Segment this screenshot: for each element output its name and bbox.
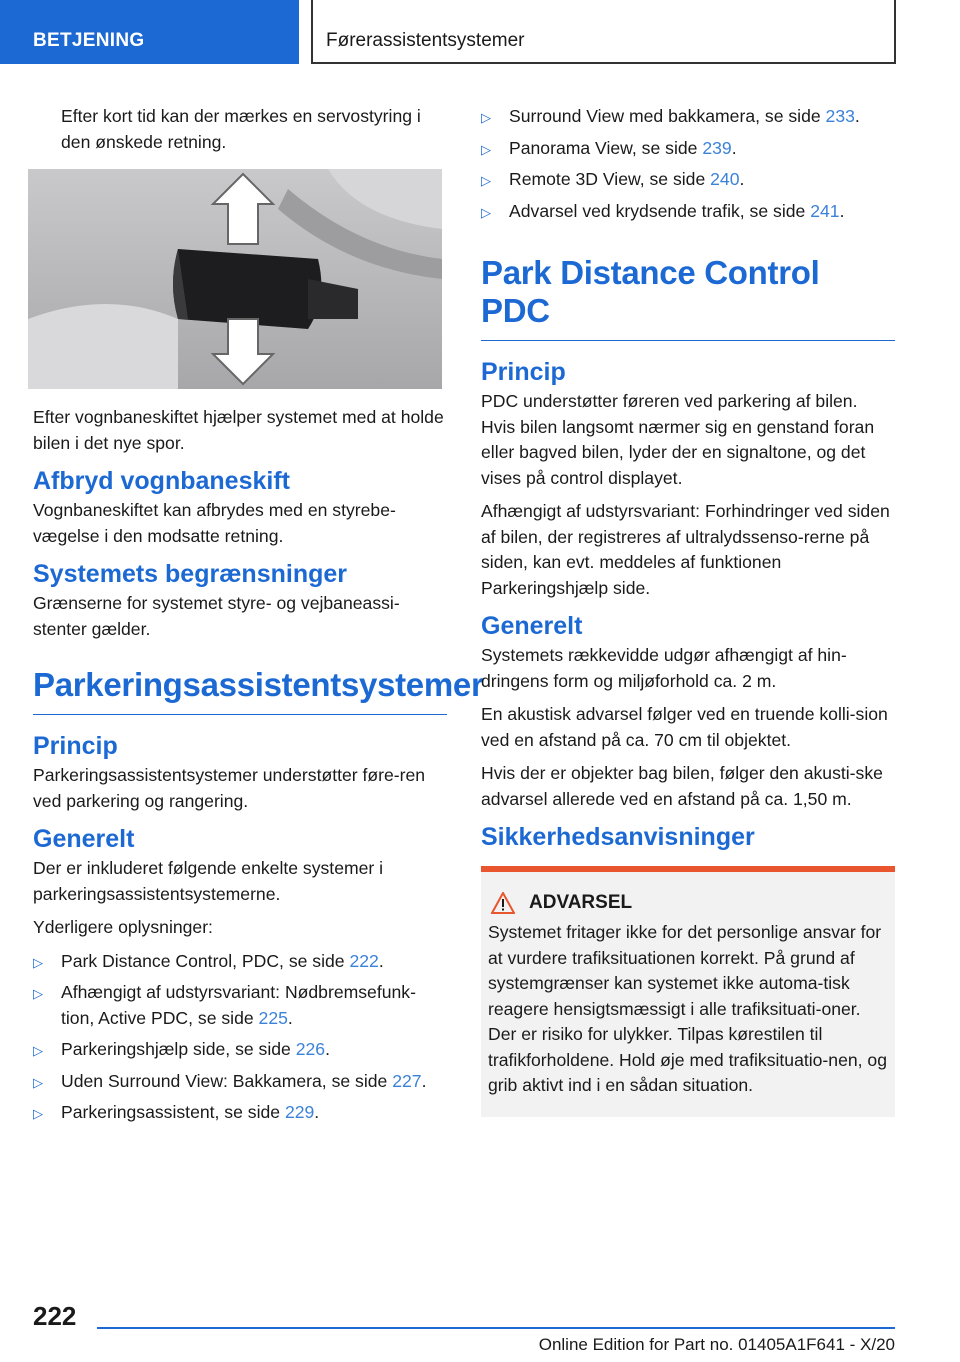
heading-generelt-right: Generelt (481, 612, 583, 640)
triangle-bullet-icon: ▷ (481, 110, 491, 125)
chapter-title: Førerassistentsystemer (326, 30, 525, 51)
section-tab (0, 0, 299, 64)
steering-lever-illustration (28, 169, 442, 389)
camera-systems-list (481, 104, 895, 224)
triangle-bullet-icon: ▷ (481, 204, 491, 220)
triangle-bullet-icon: ▷ (481, 141, 491, 157)
page-link[interactable]: 241 (810, 200, 840, 221)
page-link[interactable]: 227 (392, 1070, 422, 1091)
text-afbryd: Vognbaneskiftet kan afbrydes med en styrebe-vægelse i den modsatte retning. (33, 500, 396, 546)
list-item: ▷ Park Distance Control, PDC, se side 222. (33, 949, 447, 975)
footer-edition: Online Edition for Part no. 01405A1F641 - X/20 (538, 1335, 895, 1354)
heading-safety: Sikkerhedsanvisninger (481, 823, 755, 851)
right-column (481, 104, 895, 1117)
list-item: ▷ Remote 3D View, se side 240. (481, 167, 895, 193)
triangle-bullet-icon: ▷ (33, 1043, 43, 1058)
list-item: ▷ Parkeringshjælp side, se side 226. (33, 1037, 447, 1063)
triangle-bullet-icon: ▷ (33, 954, 43, 970)
triangle-bullet-icon: ▷ (33, 986, 43, 1001)
text-princip-left: Parkeringsassistentsystemer understøtter føre-ren ved parkering og rangering. (33, 765, 426, 811)
heading-princip-right: Princip (481, 358, 566, 386)
triangle-bullet-icon: ▷ (481, 173, 491, 188)
heading-parking-systems: Parkeringsassistentsystemer (33, 666, 447, 715)
list-item: ▷ Parkeringsassistent, se side 229. (33, 1100, 447, 1126)
list-item: ▷ Afhængigt af udstyrsvariant: Nødbremsefunk-tion, Active PDC, se side 225. (33, 982, 416, 1028)
chapter-header (311, 0, 896, 64)
text-more-info: Yderligere oplysninger: (33, 917, 213, 937)
list-item: ▷ Advarsel ved krydsende trafik, se side 241. (481, 199, 895, 225)
page-link[interactable]: 222 (349, 950, 379, 971)
left-column (33, 104, 484, 1134)
text-generelt-left: Der er inkluderet følgende enkelte systemer i parkeringsassistentsystemerne. (33, 858, 384, 904)
text-generelt-right-3: Hvis der er objekter bag bilen, følger den akusti-ske advarsel allerede ved en afstand på ca. 1,50 m. (481, 763, 883, 809)
text-generelt-right-1: Systemets rækkevidde udgør afhængigt af hin-dringens form og miljøforhold ca. 2 m. (481, 645, 847, 691)
heading-princip-left: Princip (33, 732, 118, 760)
text-princip-right-2: Afhængigt af udstyrsvariant: Forhindringer ved siden af bilen, der registreres af ultralydssenso-rerne på siden, kan evt. meddeles af funktionen Parkeringshjælp side. (481, 501, 890, 598)
warning-text: Systemet fritager ikke for det personlige ansvar for at vurdere trafiksituationen korrekt. På grund af systemgrænser kan systemet ikke automa-tisk reagere hensigtsmæssigt i alle trafiksituati-oner. Der er risiko for ulykker. Tilpas kørestilen til trafikforholdene. Hold øje med trafiksituatio-nen, og grib aktivt ind i en sådan situation. (488, 922, 887, 1095)
text-princip-right-1: PDC understøtter føreren ved parkering af bilen. Hvis bilen langsomt nærmer sig en genstand foran eller bagved bilen, lyder der en signaltone, og det vises på control displayet. (481, 391, 875, 488)
list-item: ▷ Panorama View, se side 239. (481, 136, 895, 162)
warning-header (488, 892, 888, 914)
triangle-bullet-icon: ▷ (33, 1106, 43, 1121)
section-label: BETJENING (33, 30, 145, 51)
systems-list (33, 949, 447, 1126)
heading-generelt-left: Generelt (33, 825, 135, 853)
page-link[interactable]: 239 (702, 137, 732, 158)
page-link[interactable]: 240 (710, 169, 740, 189)
page-link[interactable]: 226 (295, 1039, 326, 1059)
page-number: 222 (33, 1301, 77, 1331)
list-item: ▷ Uden Surround View: Bakkamera, se side 227. (33, 1069, 447, 1095)
text-graenser: Grænserne for systemet styre- og vejbaneassi-stenter gælder. (33, 593, 400, 639)
heading-pdc: Park Distance Control PDC (481, 254, 895, 341)
list-item: ▷ Surround View med bakkamera, se side 233. (481, 104, 895, 130)
page-link[interactable]: 225 (258, 1007, 288, 1028)
page-link[interactable]: 233 (825, 106, 855, 126)
warning-box (481, 866, 895, 1117)
intro-text: Efter kort tid kan der mærkes en servostyring i den ønskede retning. (61, 106, 421, 152)
footer-divider (97, 1327, 895, 1329)
heading-graenser: Systemets begrænsninger (33, 560, 347, 588)
heading-afbryd: Afbryd vognbaneskift (33, 467, 290, 495)
steering-lever-image (28, 169, 442, 389)
page-link[interactable]: 229 (284, 1102, 315, 1122)
text-generelt-right-2: En akustisk advarsel følger ved en truende kolli-sion ved en afstand på ca. 70 cm til objektet. (481, 704, 888, 750)
warning-triangle-icon (491, 892, 515, 914)
warning-title: ADVARSEL (529, 892, 633, 913)
after-image-text: Efter vognbaneskiftet hjælper systemet med at holde bilen i det nye spor. (33, 407, 444, 453)
triangle-bullet-icon: ▷ (33, 1074, 43, 1090)
